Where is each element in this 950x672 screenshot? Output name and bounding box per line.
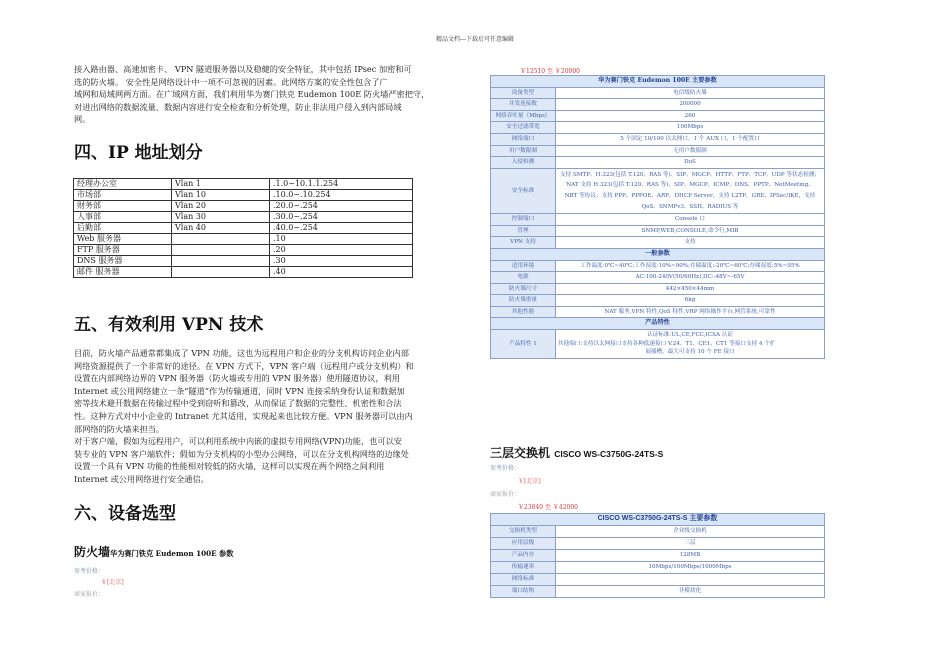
table-row [491,330,825,359]
table-cell: 人事部 [74,212,172,223]
spec-key: 管理 [491,225,556,237]
intro-line: 网。 [74,114,91,125]
spec-value: AC:100-240V(50/60Hz),DC:-48V~-65V [556,272,825,284]
spec-section-title: 一般参数 [491,248,825,260]
spec-value: NAT 服务,VPN 特性,QoS 特性,VRP 网络操作平台,网管系统,可靠性 [556,306,825,318]
table-row [491,110,825,122]
table-row [491,585,825,597]
table-row [74,201,413,212]
spec-value: SNMP,WEB,CONSOLE,命令行,MIB [556,225,825,237]
table-cell: FTP 服务器 [74,245,172,256]
spec-key: VPN 支持 [491,237,556,249]
table-row [491,122,825,134]
spec-key: 电源 [491,272,556,284]
table-row [74,234,413,245]
spec-key: 产品内存 [491,549,556,561]
spec-key: 安全过滤带宽 [491,122,556,134]
spec-key: 网络标准 [491,573,556,585]
firewall-spec-table [490,75,825,359]
firewall-heading [74,543,233,560]
spec-value: 100Mbps [556,122,825,134]
table-cell: Web 服务器 [74,234,172,245]
spec-key: 安全标准 [491,168,556,213]
spec-value: 128MB [556,549,825,561]
table-row [491,549,825,561]
spec-value: 三层 [556,537,825,549]
spec-value: 260 [556,110,825,122]
vpn-paragraph [74,347,469,486]
table-cell [172,267,270,278]
cert-line: 认证标准:UL,CE,FCC,ICSA 认证 [647,332,733,339]
spec-section-row [491,318,825,330]
table-row [491,260,825,272]
vpn-line: 目前，防火墙产品通常都集成了 VPN 功能，这也为远程用户和企业的分支机构访问企业内部 [74,348,409,358]
table-row [491,272,825,284]
spec-key: 并发连接数 [491,99,556,111]
spec-section-title: 产品特性 [491,318,825,330]
spec-key: 产品特性 1 [491,330,556,359]
fw-ref-price: ￥[北京] [101,579,124,586]
table-cell: Vlan 1 [172,179,270,190]
table-row [74,179,413,190]
spec-key: 网络吞吐量（Mbps） [491,110,556,122]
vpn-line: Internet 或公用网络建立一条“隧道”作为传输通道，同时 VPN 连接采纳身份认证和数据加 [74,385,405,396]
switch-title: 三层交换机 [490,446,551,460]
spec-section-row [491,248,825,260]
spec-key: 用户数限制 [491,145,556,157]
spec-key: 适用环境 [491,260,556,272]
table-row [74,245,413,256]
vpn-line: 部网络的防火墙来担当。 [74,423,165,434]
spec-key: 防火墙尺寸 [491,283,556,295]
table-cell [172,245,270,256]
switch-spec-table [490,513,825,598]
table-cell: Vlan 40 [172,223,270,234]
intro-line: 接入路由器、高速加密卡、 VPN 隧道服务器以及稳健的安全特征，其中包括 IPsec 加密和可 [74,64,412,74]
table-cell: 财务部 [74,201,172,212]
spec-key: 其他性能 [491,306,556,318]
table-cell: Vlan 30 [172,212,270,223]
table-cell: 市场部 [74,190,172,201]
spec-value: 442×450×44mm [556,283,825,295]
table-row [491,573,825,585]
table-cell: .10.0~.10.254 [270,190,413,201]
section-4-title: 四、IP 地址划分 [74,143,203,163]
spec-title: CISCO WS-C3750G-24TS-S 主要参数 [491,514,825,526]
spec-value: 支持 [556,237,825,249]
table-row [491,87,825,99]
spec-key: 传输速率 [491,561,556,573]
table-cell: 经理办公室 [74,179,172,190]
sw-price-range: ￥23040 至 ￥42000 [518,504,578,511]
vpn-line: 装专业的 VPN 客户端软件；假如为分支机构的小型办公网络，可以在分支机构网络的边缘处 [74,448,409,459]
spec-value: 10Mbps/100Mbps/1000Mbps [556,561,825,573]
vpn-line: 密等技术避开数据在传输过程中受到窃听和篡改，从而保证了数据的完整性、机密性和合法 [74,398,402,409]
ip-table [73,178,413,278]
vpn-line: 性。这种方式对中小企业的 Intranet 尤其适用，实现起来也比较方便。VPN 服务器可以由内 [74,410,413,421]
table-cell: 邮件 服务器 [74,267,172,278]
table-row [491,133,825,145]
table-row [74,256,413,267]
fw-price-range: ￥12510 至 ￥20000 [520,68,580,75]
table-row [491,306,825,318]
table-cell: .30 [270,256,413,267]
intro-paragraph [74,63,469,126]
spec-value: 支持 SMTP、H.323(包括 T.120、RAS 等)、SIP、MGCP、HTTP、FTP、TCP、UDP 等状态检测；NAT 支持 H.323(包括 T.120、RAS 等)、SIP、MGCP、ICMP、DNS、PPTP、NetMeeting、NBT 等协议；支持 PPP、PPPOE、ARP、DHCP Server，支持 L2TP、GRE、IPSec/IKE，支持 QoS、SNMPv3、SSH、RADIUS 等 [556,168,825,213]
table-row [74,223,413,234]
cert-line: 其他端口:支持以太网接口支持各种低速接口 V.24、T1、CE1、CT1 等接口支持 4 个扩 [558,340,776,347]
spec-value: 6kg [556,295,825,307]
sw-dealer-label: 商家报价： [490,491,521,498]
table-row [491,214,825,226]
intro-line: 对进出网络的数据流量、数据内容进行安全检查和分析处理，防止非法用户侵入到内部局域 [74,101,402,112]
section-5-title: 五、有效利用 VPN 技术 [74,315,264,335]
table-cell: .40 [270,267,413,278]
table-row [491,237,825,249]
switch-heading [490,444,663,461]
table-row [491,525,825,537]
spec-value: 电信级防火墙 [556,87,825,99]
spec-value [556,330,825,359]
table-row [491,537,825,549]
spec-key: 设备类型 [491,87,556,99]
spec-value: 无用户数限制 [556,145,825,157]
spec-value: 企业级交换机 [556,525,825,537]
page-header: 精品文档---下载后可任意编辑 [435,36,515,43]
table-cell: .30.0~.254 [270,212,413,223]
intro-line: 选的防火墙。 安全性是网络设计中一项不可忽视的因素。此网络方案的安全性包含了广 [74,76,388,87]
spec-key: 防火墙重量 [491,295,556,307]
sw-ref-price-label: 参考价格： [490,465,521,472]
table-row [491,157,825,169]
switch-subtitle: CISCO WS-C3750G-24TS-S [554,449,664,459]
spec-value: 200000 [556,99,825,111]
fw-dealer-label: 商家报价： [74,591,105,598]
table-cell: Vlan 10 [172,190,270,201]
table-cell: .1.0~10.1.1.254 [270,179,413,190]
spec-value: 非模块化 [556,585,825,597]
firewall-subtitle: 华为赛门铁克 Eudemon 100E 参数 [110,549,234,558]
table-cell: DNS 服务器 [74,256,172,267]
vpn-line: 网络资源提供了一个非常好的途径。在 VPN 方式下，VPN 客户端（远程用户或分支机构）和 [74,360,414,371]
table-cell [172,256,270,267]
table-row [491,561,825,573]
spec-key: 端口结构 [491,585,556,597]
vpn-line: 对于客户端，假如为远程用户，可以利用系统中内嵌的虚拟专用网络(VPN)功能，也可以安 [74,436,402,447]
section-6-title: 六、设备选型 [74,504,176,524]
table-cell [172,234,270,245]
spec-key: 交换机类型 [491,525,556,537]
spec-value: Console 口 [556,214,825,226]
spec-title-row [491,76,825,88]
table-cell: .20.0~.254 [270,201,413,212]
spec-key: 网络端口 [491,133,556,145]
spec-title-row [491,514,825,526]
table-row [491,225,825,237]
intro-line: 域网和局域网两方面。在广域网方面，我们利用华为赛门铁克 Eudemon 100E 防火墙严密把守， [74,89,430,100]
spec-value [556,573,825,585]
table-cell: 后勤部 [74,223,172,234]
table-row [491,99,825,111]
spec-key: 控制端口 [491,214,556,226]
spec-key: 入侵检测 [491,157,556,169]
table-cell: .10 [270,234,413,245]
vpn-line: 设置一个具有 VPN 功能的性能相对较低的防火墙，这样可以实现在两个网络之间利用 [74,461,385,472]
spec-key: 应用层级 [491,537,556,549]
firewall-title: 防火墙 [74,545,111,559]
cert-line: 展插槽，最大可支持 10 个 FE 接口 [645,349,735,356]
spec-title: 华为赛门铁克 Eudemon 100E 主要参数 [491,76,825,88]
spec-value: DoS [556,157,825,169]
fw-ref-price-label: 参考价格： [74,568,105,575]
table-row [491,145,825,157]
table-cell: .20 [270,245,413,256]
spec-value: 5 个固定 10/100 以太网口，1 个 AUX 口，1 个配置口 [556,133,825,145]
table-cell: .40.0~.254 [270,223,413,234]
spec-value: 工作温度:0℃~40℃;工作湿度:10%~90%;存储温度:-20℃~60℃;存储湿度:5%~95% [556,260,825,272]
table-cell: Vlan 20 [172,201,270,212]
vpn-line: Internet 或公用网络进行安全通信。 [74,473,209,484]
table-row [491,283,825,295]
table-row [74,190,413,201]
table-row [491,295,825,307]
table-row [491,168,825,213]
table-row [74,212,413,223]
sw-ref-price: ￥[北京] [518,478,541,485]
table-row [74,267,413,278]
vpn-line: 设置在内部网络边界的 VPN 服务器（防火墙或专用的 VPN 服务器）使用隧道协议，利用 [74,373,400,384]
